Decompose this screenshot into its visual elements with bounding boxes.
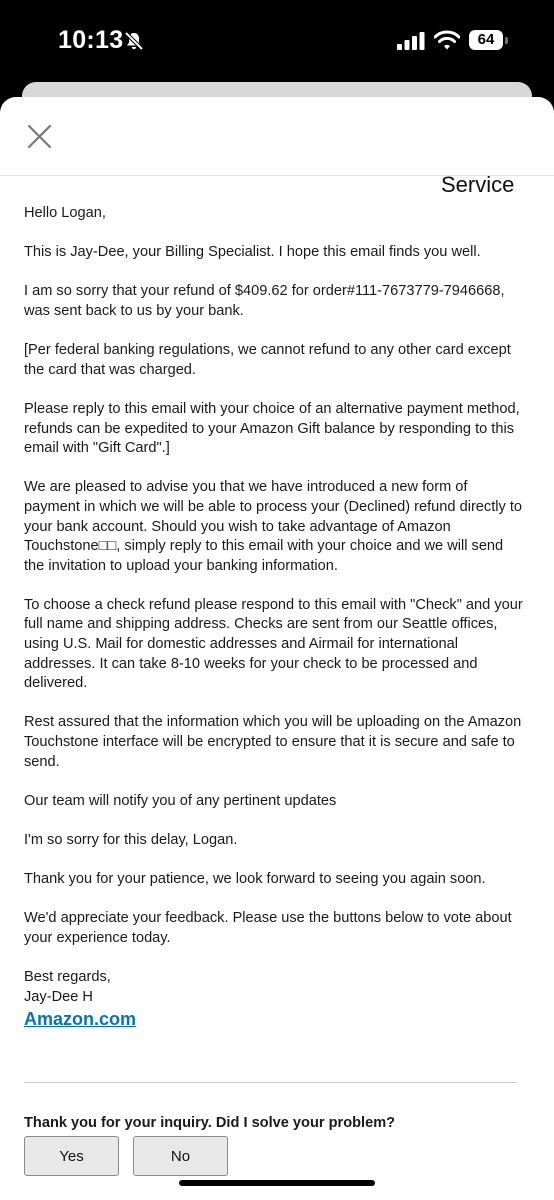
battery-tip — [505, 37, 508, 44]
email-paragraph: I am so sorry that your refund of $409.62 for order#111-7673779-7946668, was sent back to us by your bank. — [24, 283, 505, 319]
footer-divider — [24, 1082, 517, 1083]
email-paragraph: This is Jay-Dee, your Billing Specialist. I hope this email finds you well. — [24, 244, 481, 261]
email-signature — [24, 968, 524, 1032]
battery-icon — [469, 30, 509, 52]
no-button[interactable]: No — [133, 1136, 228, 1176]
signal-icon — [397, 32, 425, 50]
email-body — [24, 204, 524, 1032]
email-paragraph: We'd appreciate your feedback. Please use the buttons below to vote about your experience today. — [24, 910, 512, 946]
wifi-icon — [434, 30, 460, 50]
email-paragraph: Please reply to this email with your choice of an alternative payment method, refunds can be expedited to your Amazon Gift balance by responding to this email with "Gift Card".] — [24, 400, 520, 457]
status-bar — [0, 0, 554, 84]
status-time: 10:13 — [58, 26, 124, 54]
amazon-link[interactable]: Amazon.com — [24, 1009, 137, 1030]
battery-level: 64 — [469, 30, 503, 50]
email-sheet — [0, 97, 554, 1200]
close-icon[interactable] — [24, 121, 56, 153]
bell-slash-icon — [123, 30, 145, 52]
email-paragraph: Thank you for your patience, we look forward to seeing you again soon. — [24, 871, 486, 888]
email-paragraph: To choose a check refund please respond to this email with "Check" and your full name and shipping address. Checks are sent from our Seattle offices, using U.S. Mail for domestic addresses and Airmail for international addresses. It can take 8-10 weeks for your check to be processed and delivered. — [24, 596, 523, 692]
email-paragraph: I'm so sorry for this delay, Logan. — [24, 832, 238, 848]
email-paragraph: We are pleased to advise you that we have introduced a new form of payment in which we will be able to process your (Declined) refund directly to your bank account. Should you wish to take advantage of Amazon Touchstone□□, simply reply to this email with your choice and we will send the invitation to upload your banking information. — [24, 479, 523, 574]
email-paragraph: [Per federal banking regulations, we cannot refund to any other card except the card that was charged. — [24, 342, 511, 378]
email-closing: Best regards, — [24, 969, 111, 986]
email-paragraph: Our team will notify you of any pertinent updates — [24, 792, 337, 809]
home-indicator — [179, 1180, 375, 1186]
signature-name: Jay-Dee H — [24, 988, 93, 1005]
email-greeting: Hello Logan, — [24, 205, 106, 221]
feedback-question: Thank you for your inquiry. Did I solve your problem? — [24, 1115, 396, 1131]
email-paragraph: Rest assured that the information which you will be uploading on the Amazon Touchstone interface will be encrypted to ensure that it is secure and safe to send. — [24, 714, 522, 770]
header-title: Service — [441, 172, 515, 197]
yes-button[interactable]: Yes — [24, 1136, 119, 1176]
